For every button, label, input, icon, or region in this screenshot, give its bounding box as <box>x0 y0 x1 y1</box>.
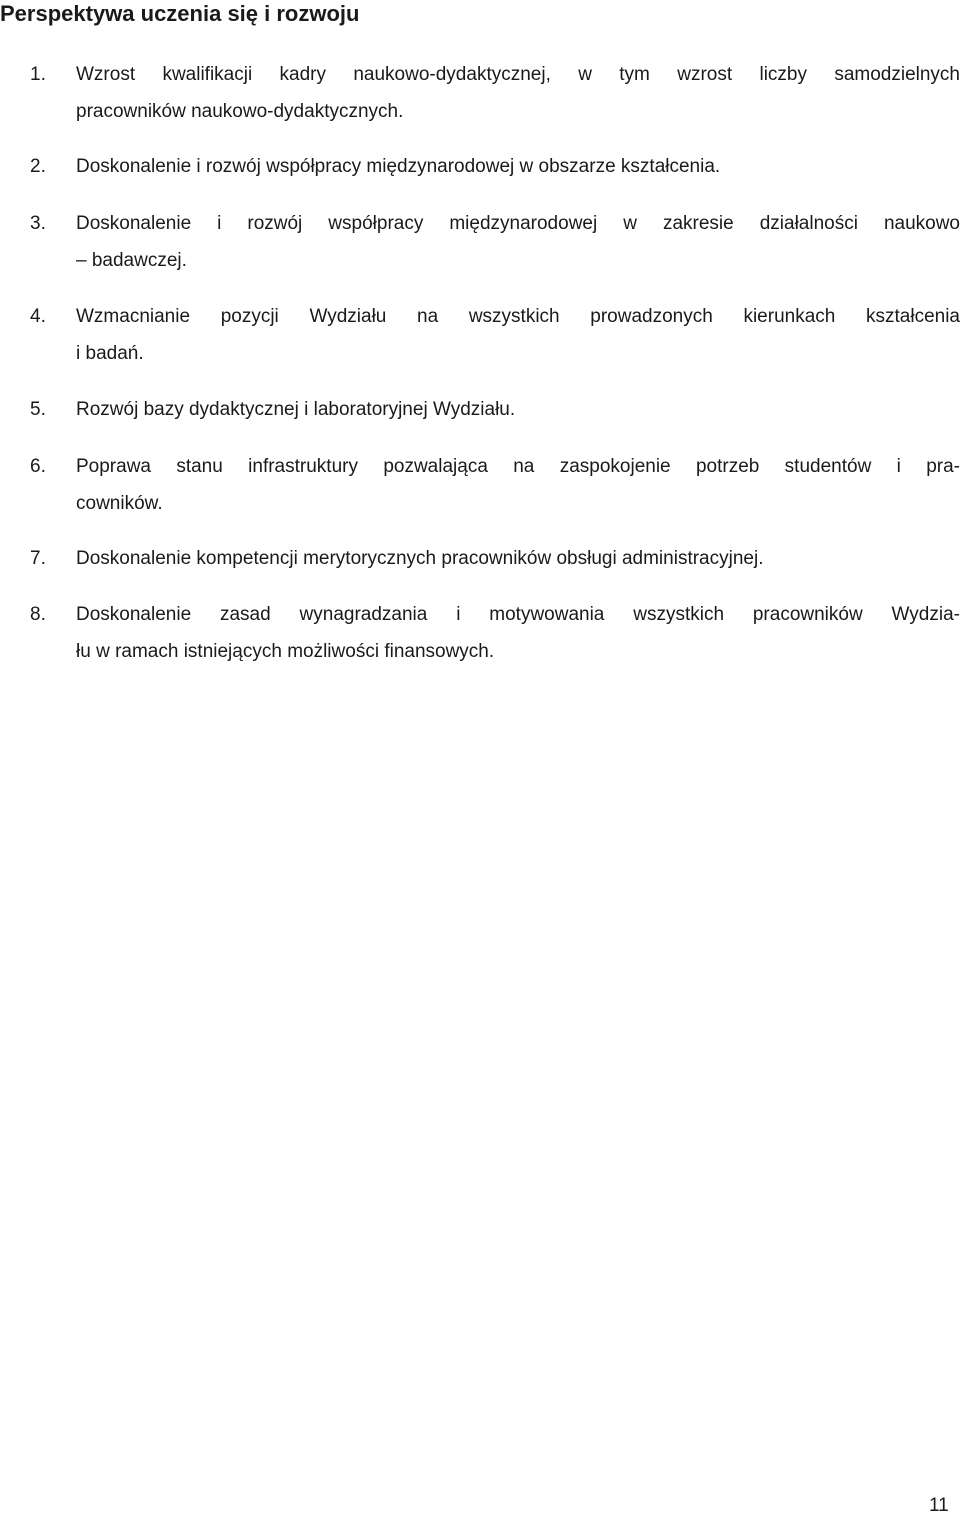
list-item-number: 4. <box>30 306 46 327</box>
list-item-text <box>76 391 960 428</box>
list-item-number: 7. <box>30 548 46 569</box>
list-item-text <box>76 596 960 670</box>
list-item-line: Wzrost kwalifikacji kadry naukowo-dydaktycznej, w tym wzrost liczby samodzielnych <box>76 64 960 85</box>
list-item-line: Doskonalenie i rozwój współpracy międzynarodowej w zakresie działalności naukowo <box>76 213 960 234</box>
list-item-number: 2. <box>30 156 46 177</box>
list-item-number: 8. <box>30 604 46 625</box>
list-item-number: 5. <box>30 399 46 420</box>
list-item-line: Doskonalenie zasad wynagradzania i motywowania wszystkich pracowników Wydzia- <box>76 604 960 625</box>
list-item-line: Doskonalenie kompetencji merytorycznych pracowników obsługi administracyjnej. <box>76 548 764 569</box>
list-item-line: pracowników naukowo-dydaktycznych. <box>76 101 404 122</box>
list-item-text <box>76 205 960 279</box>
list-item-line: łu w ramach istniejących możliwości finansowych. <box>76 641 495 662</box>
list-item-number: 1. <box>30 64 46 85</box>
list-item-line: Poprawa stanu infrastruktury pozwalająca na zaspokojenie potrzeb studentów i pra- <box>76 456 960 477</box>
list-item-number: 3. <box>30 213 46 234</box>
list-item-text <box>76 540 960 577</box>
list-item-line: cowników. <box>76 493 163 514</box>
list-item-line: – badawczej. <box>76 250 187 271</box>
list-item-text <box>76 298 960 372</box>
list-item-line: Rozwój bazy dydaktycznej i laboratoryjnej Wydziału. <box>76 399 516 420</box>
list-item-text <box>76 56 960 130</box>
list-item-number: 6. <box>30 456 46 477</box>
list-item-text <box>76 148 960 185</box>
list-item-line: i badań. <box>76 343 144 364</box>
page-title: Perspektywa uczenia się i rozwoju <box>0 1 360 26</box>
list-item-line: Doskonalenie i rozwój współpracy międzynarodowej w obszarze kształcenia. <box>76 156 721 177</box>
list-item-text <box>76 448 960 522</box>
list-item-line: Wzmacnianie pozycji Wydziału na wszystkich prowadzonych kierunkach kształcenia <box>76 306 960 327</box>
page-number: 11 <box>929 1495 949 1516</box>
